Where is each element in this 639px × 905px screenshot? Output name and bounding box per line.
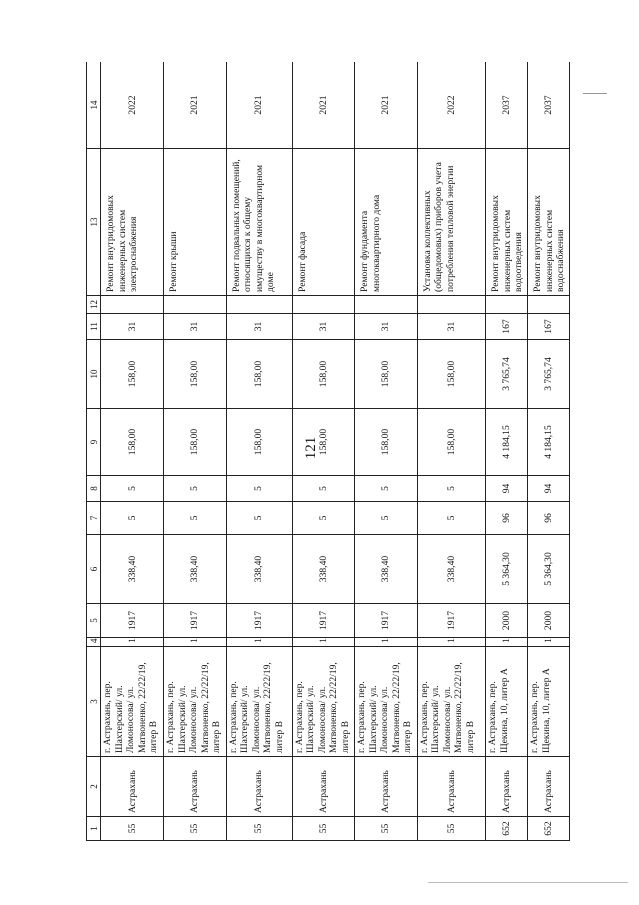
cell-col-4: 1 <box>292 638 355 647</box>
table-row <box>226 62 292 841</box>
cell-col-8: 5 <box>226 476 292 502</box>
cell-col-9: 4 184,15 <box>528 409 570 476</box>
cell-col-13: Ремонт подвальных помещений, относящихся к общему имуществу в многоквартирном доме <box>226 149 292 296</box>
cell-col-3: г. Астрахань, пер. Щекина, 10, литер А <box>486 647 528 757</box>
cell-col-5: 1917 <box>355 604 418 638</box>
cell-col-3: г. Астрахань, пер. Шахтерский/ ул. Ломоносова/ ул. Матвоненко, 22/22/19, литер В <box>292 647 355 757</box>
cell-col-13: Установка коллективных (общедомовых) приборов учета потребления тепловой энергии <box>417 149 485 296</box>
cell-col-10: 158,00 <box>355 340 418 409</box>
cell-col-1: 55 <box>101 817 164 841</box>
column-number-3: 3 <box>87 647 101 757</box>
cell-col-14: 2021 <box>292 62 355 149</box>
cell-col-12 <box>355 296 418 314</box>
cell-col-3: г. Астрахань, пер. Шахтерский/ ул. Ломоносова/ ул. Матвоненко, 22/22/19, литер В <box>226 647 292 757</box>
repair-program-table <box>86 62 570 841</box>
cell-col-9: 158,00 <box>292 409 355 476</box>
rotated-table-wrapper <box>86 62 570 841</box>
cell-col-8: 94 <box>528 476 570 502</box>
cell-col-7: 96 <box>486 502 528 535</box>
cell-col-1: 652 <box>486 817 528 841</box>
cell-col-8: 5 <box>164 476 227 502</box>
cell-col-14: 2021 <box>226 62 292 149</box>
table-row <box>528 62 570 841</box>
cell-col-4: 1 <box>101 638 164 647</box>
cell-col-10: 158,00 <box>164 340 227 409</box>
cell-col-2: Астрахань <box>486 757 528 817</box>
cell-col-5: 1917 <box>417 604 485 638</box>
cell-col-11: 31 <box>355 314 418 340</box>
cell-col-9: 4 184,15 <box>486 409 528 476</box>
cell-col-10: 158,00 <box>417 340 485 409</box>
margin-mark <box>583 93 607 94</box>
column-number-2: 2 <box>87 757 101 817</box>
column-number-9: 9 <box>87 409 101 476</box>
cell-col-14: 2021 <box>355 62 418 149</box>
column-number-6: 6 <box>87 535 101 604</box>
cell-col-10: 158,00 <box>292 340 355 409</box>
cell-col-1: 55 <box>417 817 485 841</box>
column-number-14: 14 <box>87 62 101 149</box>
cell-col-1: 55 <box>164 817 227 841</box>
cell-col-6: 5 364,30 <box>528 535 570 604</box>
cell-col-4: 1 <box>417 638 485 647</box>
table-row <box>355 62 418 841</box>
column-number-5: 5 <box>87 604 101 638</box>
column-number-1: 1 <box>87 817 101 841</box>
page-number: 121 <box>303 436 319 460</box>
cell-col-12 <box>528 296 570 314</box>
cell-col-14: 2021 <box>164 62 227 149</box>
cell-col-12 <box>101 296 164 314</box>
cell-col-7: 96 <box>528 502 570 535</box>
cell-col-12 <box>417 296 485 314</box>
cell-col-12 <box>164 296 227 314</box>
cell-col-13: Ремонт внутридомовых инженерных систем водоснабжения <box>528 149 570 296</box>
cell-col-2: Астрахань <box>417 757 485 817</box>
cell-col-7: 5 <box>417 502 485 535</box>
cell-col-1: 55 <box>226 817 292 841</box>
cell-col-10: 158,00 <box>101 340 164 409</box>
cell-col-3: г. Астрахань, пер. Шахтерский/ ул. Ломоносова/ ул. Матвоненко, 22/22/19, литер В <box>164 647 227 757</box>
cell-col-7: 5 <box>292 502 355 535</box>
column-number-10: 10 <box>87 340 101 409</box>
cell-col-11: 167 <box>528 314 570 340</box>
cell-col-11: 31 <box>292 314 355 340</box>
cell-col-1: 652 <box>528 817 570 841</box>
cell-col-10: 3 765,74 <box>528 340 570 409</box>
cell-col-1: 55 <box>292 817 355 841</box>
cell-col-8: 5 <box>355 476 418 502</box>
cell-col-7: 5 <box>101 502 164 535</box>
cell-col-8: 5 <box>101 476 164 502</box>
column-number-11: 11 <box>87 314 101 340</box>
cell-col-9: 158,00 <box>164 409 227 476</box>
cell-col-9: 158,00 <box>355 409 418 476</box>
table-row <box>417 62 485 841</box>
table-row <box>101 62 164 841</box>
table-row <box>164 62 227 841</box>
cell-col-14: 2037 <box>528 62 570 149</box>
table-row <box>292 62 355 841</box>
cell-col-2: Астрахань <box>355 757 418 817</box>
cell-col-9: 158,00 <box>226 409 292 476</box>
cell-col-8: 5 <box>417 476 485 502</box>
cell-col-4: 1 <box>226 638 292 647</box>
cell-col-5: 1917 <box>164 604 227 638</box>
cell-col-5: 1917 <box>292 604 355 638</box>
column-number-7: 7 <box>87 502 101 535</box>
column-number-13: 13 <box>87 149 101 296</box>
cell-col-13: Ремонт внутридомовых инженерных систем электроснабжения <box>101 149 164 296</box>
cell-col-3: г. Астрахань, пер. Щекина, 10, литер А <box>528 647 570 757</box>
cell-col-7: 5 <box>355 502 418 535</box>
cell-col-9: 158,00 <box>101 409 164 476</box>
cell-col-7: 5 <box>226 502 292 535</box>
cell-col-2: Астрахань <box>164 757 227 817</box>
cell-col-11: 167 <box>486 314 528 340</box>
cell-col-1: 55 <box>355 817 418 841</box>
cell-col-4: 1 <box>528 638 570 647</box>
cell-col-6: 338,40 <box>101 535 164 604</box>
cell-col-4: 1 <box>164 638 227 647</box>
cell-col-7: 5 <box>164 502 227 535</box>
cell-col-2: Астрахань <box>101 757 164 817</box>
cell-col-6: 5 364,30 <box>486 535 528 604</box>
column-number-8: 8 <box>87 476 101 502</box>
table-row <box>486 62 528 841</box>
cell-col-6: 338,40 <box>355 535 418 604</box>
cell-col-3: г. Астрахань, пер. Шахтерский/ ул. Ломоносова/ ул. Матвоненко, 22/22/19, литер В <box>101 647 164 757</box>
cell-col-13: Ремонт фундамента многоквартирного дома <box>355 149 418 296</box>
cell-col-6: 338,40 <box>292 535 355 604</box>
cell-col-13: Ремонт крыши <box>164 149 227 296</box>
cell-col-2: Астрахань <box>528 757 570 817</box>
margin-mark <box>428 882 628 883</box>
cell-col-12 <box>292 296 355 314</box>
column-number-row <box>87 62 101 841</box>
cell-col-6: 338,40 <box>417 535 485 604</box>
cell-col-8: 5 <box>292 476 355 502</box>
cell-col-4: 1 <box>355 638 418 647</box>
cell-col-14: 2022 <box>101 62 164 149</box>
cell-col-4: 1 <box>486 638 528 647</box>
cell-col-11: 31 <box>164 314 227 340</box>
cell-col-2: Астрахань <box>292 757 355 817</box>
cell-col-10: 3 765,74 <box>486 340 528 409</box>
cell-col-5: 2000 <box>528 604 570 638</box>
cell-col-5: 2000 <box>486 604 528 638</box>
cell-col-11: 31 <box>417 314 485 340</box>
cell-col-8: 94 <box>486 476 528 502</box>
cell-col-14: 2022 <box>417 62 485 149</box>
cell-col-6: 338,40 <box>226 535 292 604</box>
cell-col-14: 2037 <box>486 62 528 149</box>
cell-col-3: г. Астрахань, пер. Шахтерский/ ул. Ломоносова/ ул. Матвоненко, 22/22/19, литер В <box>417 647 485 757</box>
column-number-4: 4 <box>87 638 101 647</box>
cell-col-11: 31 <box>101 314 164 340</box>
column-number-12: 12 <box>87 296 101 314</box>
cell-col-5: 1917 <box>226 604 292 638</box>
cell-col-11: 31 <box>226 314 292 340</box>
cell-col-12 <box>486 296 528 314</box>
cell-col-12 <box>226 296 292 314</box>
cell-col-10: 158,00 <box>226 340 292 409</box>
cell-col-2: Астрахань <box>226 757 292 817</box>
cell-col-9: 158,00 <box>417 409 485 476</box>
cell-col-5: 1917 <box>101 604 164 638</box>
cell-col-6: 338,40 <box>164 535 227 604</box>
cell-col-13: Ремонт фасада <box>292 149 355 296</box>
cell-col-13: Ремонт внутридомовых инженерных систем водоотведения <box>486 149 528 296</box>
cell-col-3: г. Астрахань, пер. Шахтерский/ ул. Ломоносова/ ул. Матвоненко, 22/22/19, литер В <box>355 647 418 757</box>
